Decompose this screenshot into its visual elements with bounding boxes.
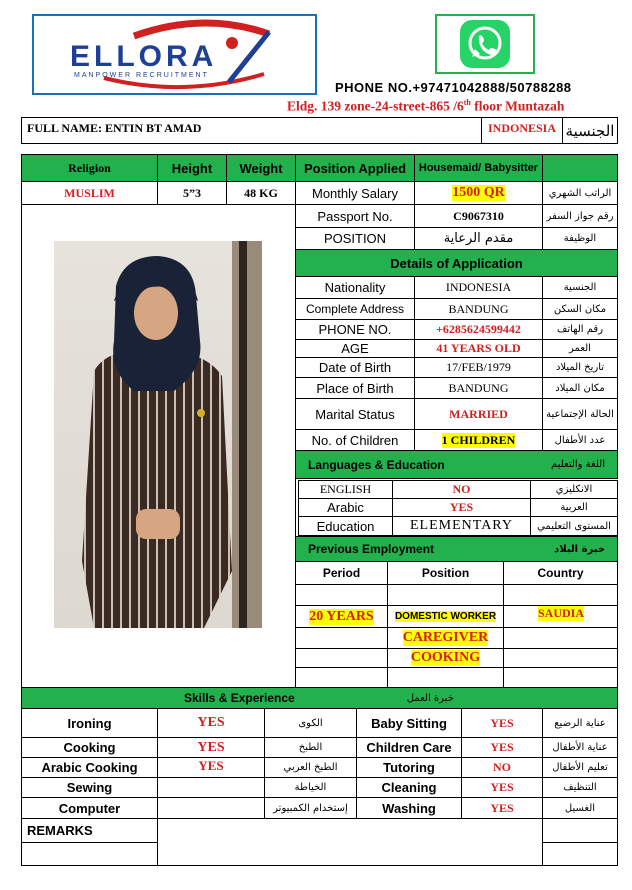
skills-title-bar [21, 687, 618, 709]
skill-arabiccooking-value: YES [157, 757, 265, 778]
logo-text: ELLORA [70, 40, 218, 73]
skill-cooking-ar: الطبخ [264, 737, 357, 758]
languages-title-ar: اللغة والتعليم [551, 459, 605, 470]
skill-sewing-ar: الخياطة [264, 777, 357, 798]
detail-ar-marital: الحالة الإجتماعية [542, 398, 618, 430]
detail-value-children: 1 CHILDREN [441, 432, 516, 447]
emp-country: SAUDIA [538, 606, 585, 620]
skill-childrencare-label: Children Care [356, 737, 462, 758]
whatsapp-icon [458, 19, 512, 69]
detail-label-nationality: Nationality [295, 276, 415, 299]
detail-ar-nationality: الجنسية [542, 276, 618, 299]
remarks-left-bottom [21, 842, 158, 866]
skill-ironing-label: Ironing [21, 708, 158, 738]
skill-sewing-label: Sewing [21, 777, 158, 798]
position-ar: الوظيفة [542, 227, 618, 250]
employment-title-ar: خبرة البلاد [554, 543, 605, 555]
emp-row4-3 [503, 667, 618, 688]
detail-label-age: AGE [295, 339, 415, 358]
address-line [287, 98, 564, 115]
detail-ar-children: عدد الأطفال [542, 429, 618, 451]
skill-babysitting-ar: عناية الرضيع [542, 708, 618, 738]
detail-ar-phone: رقم الهاتف [542, 319, 618, 340]
emp-header-country: Country [503, 561, 618, 585]
emp-row4-1 [295, 667, 388, 688]
passport-value: C9067310 [414, 204, 543, 228]
header-weight: Weight [226, 154, 296, 182]
detail-label-dob: Date of Birth [295, 357, 415, 378]
skill-cleaning-label: Cleaning [356, 777, 462, 798]
value-weight: 48 KG [226, 181, 296, 205]
value-religion: MUSLIM [21, 181, 158, 205]
emp-position: DOMESTIC WORKER [394, 611, 497, 622]
header-empty [542, 154, 618, 182]
remarks-label: REMARKS [21, 818, 158, 843]
skill-tutoring-label: Tutoring [356, 757, 462, 778]
emp-extra2: COOKING [410, 650, 481, 665]
name-nationality-ar: الجنسية [562, 117, 618, 144]
lang-value-education: ELEMENTARY [392, 516, 531, 536]
remarks-body[interactable] [157, 818, 543, 866]
details-title: Details of Application [295, 249, 618, 277]
detail-label-children: No. of Children [295, 429, 415, 451]
lang-label-education: Education [298, 516, 393, 536]
detail-ar-age: العمر [542, 339, 618, 358]
languages-title-bar [295, 450, 618, 479]
emp-row3-1 [295, 648, 388, 668]
languages-title: Languages & Education [308, 457, 445, 472]
emp-header-position: Position [387, 561, 504, 585]
address-part2: floor Muntazah [470, 98, 565, 114]
detail-value-children-cell [414, 429, 543, 451]
detail-label-marital: Marital Status [295, 398, 415, 430]
applicant-photo [54, 241, 262, 628]
detail-ar-dob: تاريخ الميلاد [542, 357, 618, 378]
passport-ar: رقم جواز السفر [542, 204, 618, 228]
skill-computer-label: Computer [21, 797, 158, 819]
address-sup: th [463, 98, 471, 107]
header-housemaid: Housemaid/ Babysitter [414, 154, 543, 182]
emp-row4-2 [387, 667, 504, 688]
detail-value-address: BANDUNG [414, 298, 543, 320]
header-religion: Religion [21, 154, 158, 182]
emp-empty-2 [387, 584, 504, 606]
header-height: Height [157, 154, 227, 182]
skills-title-ar: خبرة العمل [406, 692, 454, 704]
detail-ar-pob: مكان الميلاد [542, 377, 618, 399]
skill-tutoring-ar: تعليم الأطفال [542, 757, 618, 778]
emp-header-period: Period [295, 561, 388, 585]
detail-value-dob: 17/FEB/1979 [414, 357, 543, 378]
skills-title: Skills & Experience [184, 691, 295, 705]
whatsapp-box[interactable] [435, 14, 535, 74]
emp-empty-1 [295, 584, 388, 606]
detail-ar-address: مكان السكن [542, 298, 618, 320]
lang-value-english: NO [392, 480, 531, 499]
skill-cooking-value: YES [157, 737, 265, 758]
skill-computer-value [157, 797, 265, 819]
position-value: مقدم الرعاية [414, 227, 543, 250]
emp-row3-3 [503, 648, 618, 668]
emp-position-cell [387, 605, 504, 628]
passport-label: Passport No. [295, 204, 415, 228]
emp-extra2-cell [387, 648, 504, 668]
skill-ironing-value: YES [157, 708, 265, 738]
skill-babysitting-value: YES [461, 708, 543, 738]
skill-cleaning-ar: التنظيف [542, 777, 618, 798]
lang-ar-education: المستوى التعليمي [530, 516, 618, 536]
detail-value-phone: +6285624599442 [414, 319, 543, 340]
full-name: FULL NAME: ENTIN BT AMAD [21, 117, 482, 144]
detail-label-phone: PHONE NO. [295, 319, 415, 340]
detail-value-marital: MARRIED [414, 398, 543, 430]
emp-empty-3 [503, 584, 618, 606]
skill-childrencare-ar: عناية الأطفال [542, 737, 618, 758]
skill-tutoring-value: NO [461, 757, 543, 778]
detail-value-pob: BANDUNG [414, 377, 543, 399]
emp-extra1-cell [387, 627, 504, 649]
address-part1: Eldg. 139 zone-24-street-865 /6 [287, 98, 464, 114]
skill-washing-ar: الغسيل [542, 797, 618, 819]
lang-value-arabic: YES [392, 498, 531, 517]
employment-title: Previous Employment [308, 542, 435, 556]
emp-row2-3 [503, 627, 618, 649]
detail-value-age: 41 YEARS OLD [414, 339, 543, 358]
lang-label-english: ENGLISH [298, 480, 393, 499]
salary-value-text: 1500 QR [452, 185, 505, 200]
logo-box [32, 14, 317, 95]
skill-cooking-label: Cooking [21, 737, 158, 758]
skill-ironing-ar: الكوى [264, 708, 357, 738]
salary-label: Monthly Salary [295, 181, 415, 205]
emp-country-cell [503, 605, 618, 628]
skill-babysitting-label: Baby Sitting [356, 708, 462, 738]
logo-subtitle: MANPOWER RECRUITMENT [74, 72, 209, 79]
skill-washing-value: YES [461, 797, 543, 819]
skill-cleaning-value: YES [461, 777, 543, 798]
detail-value-nationality: INDONESIA [414, 276, 543, 299]
salary-value [414, 181, 543, 205]
emp-row2-1 [295, 627, 388, 649]
skill-computer-ar: إستخدام الكمبيوتر [264, 797, 357, 819]
emp-period-cell [295, 605, 388, 628]
skill-arabiccooking-ar: الطبخ العربي [264, 757, 357, 778]
detail-label-address: Complete Address [295, 298, 415, 320]
skill-arabiccooking-label: Arabic Cooking [21, 757, 158, 778]
lang-ar-english: الانكليزي [530, 480, 618, 499]
detail-label-pob: Place of Birth [295, 377, 415, 399]
header-position-applied: Position Applied [295, 154, 415, 182]
name-nationality: INDONESIA [481, 117, 563, 144]
salary-ar: الراتب الشهري [542, 181, 618, 205]
employment-title-bar [295, 536, 618, 562]
skill-washing-label: Washing [356, 797, 462, 819]
skill-sewing-value [157, 777, 265, 798]
emp-extra1: CAREGIVER [402, 630, 489, 645]
emp-period: 20 YEARS [309, 608, 374, 624]
lang-ar-arabic: العربية [530, 498, 618, 517]
value-height: 5”3 [157, 181, 227, 205]
skill-childrencare-value: YES [461, 737, 543, 758]
phone-line: PHONE NO.+97471042888/50788288 [335, 80, 572, 95]
remarks-right-top [542, 818, 618, 843]
position-label: POSITION [295, 227, 415, 250]
person-illustration [54, 241, 262, 628]
remarks-right-bottom [542, 842, 618, 866]
lang-label-arabic: Arabic [298, 498, 393, 517]
